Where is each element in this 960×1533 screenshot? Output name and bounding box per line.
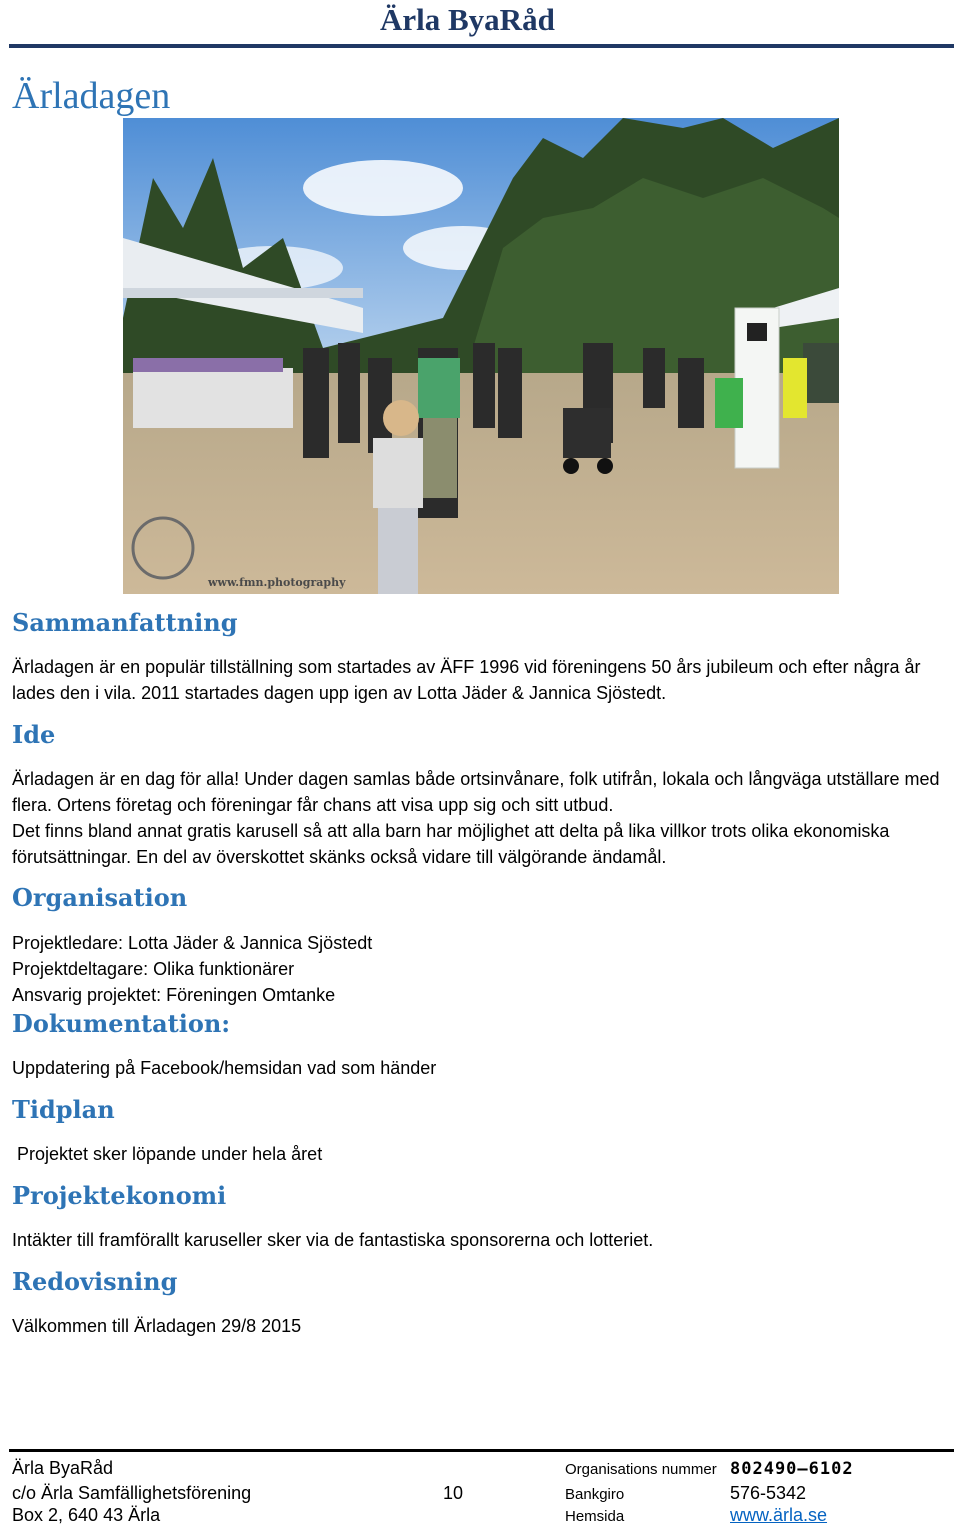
heading-projektekonomi: Projektekonomi (12, 1181, 227, 1210)
dokumentation-paragraph: Uppdatering på Facebook/hemsidan vad som händer (12, 1058, 437, 1078)
redovisning-paragraph: Välkommen till Ärladagen 29/8 2015 (12, 1316, 302, 1336)
projektekonomi-text (12, 1227, 942, 1253)
sammanfattning-paragraph: Ärladagen är en populär tillställning som startades av ÄFF 1996 vid föreningens 50 års jubileum och efter några år lades den i vila. 2011 startades dagen upp igen av Lotta Jäder & Jannica Sjöstedt. (12, 657, 921, 703)
footer-bankgiro-label: Bankgiro (565, 1486, 625, 1503)
organisation-line: Ansvarig projektet: Föreningen Omtanke (12, 985, 336, 1005)
projektekonomi-paragraph: Intäkter till framförallt karuseller sker via de fantastiska sponsorerna och lotteriet. (12, 1230, 654, 1250)
header-divider (9, 44, 954, 48)
organisation-text (12, 930, 942, 1008)
ide-line: Det finns bland annat gratis karusell så att alla barn har möjlighet att delta på lika villkor trots olika ekonomiska förutsättningar. En del av överskottet skänks också vidare till välgörande ändamål. (12, 821, 890, 867)
heading-redovisning: Redovisning (12, 1267, 178, 1296)
tidplan-text (17, 1141, 947, 1167)
heading-ide: Ide (12, 720, 56, 749)
footer-website-link[interactable]: www.ärla.se (730, 1505, 828, 1525)
ide-line: Ärladagen är en dag för alla! Under dagen samlas både ortsinvånare, folk utifrån, lokala och långväga utställare med flera. Ortens företag och föreningar får chans att visa upp sig och sitt utbud. (12, 769, 940, 815)
footer-org-number-label: Organisations nummer (565, 1461, 717, 1478)
organisation-line: Projektledare: Lotta Jäder & Jannica Sjöstedt (12, 933, 373, 953)
heading-dokumentation: Dokumentation: (12, 1009, 231, 1038)
sammanfattning-text (12, 654, 942, 706)
footer-address-line2: Box 2, 640 43 Ärla (12, 1505, 161, 1525)
footer-page-number: 10 (443, 1483, 464, 1503)
footer-org-number: 802490–6102 (730, 1459, 854, 1479)
footer-bankgiro: 576-5342 (730, 1483, 807, 1503)
redovisning-text (12, 1313, 942, 1339)
page-title: Ärladagen (12, 75, 171, 117)
footer-divider (9, 1449, 954, 1452)
photo-watermark: www.fmn.photography (208, 576, 346, 589)
footer-address-line1: c/o Ärla Samfällighetsförening (12, 1483, 252, 1503)
event-photo (123, 118, 839, 594)
tidplan-paragraph: Projektet sker löpande under hela året (17, 1144, 323, 1164)
heading-sammanfattning: Sammanfattning (12, 608, 238, 637)
ide-text (12, 766, 942, 870)
heading-organisation: Organisation (12, 883, 188, 912)
organisation-line: Projektdeltagare: Olika funktionärer (12, 959, 295, 979)
dokumentation-text (12, 1055, 942, 1081)
header-title: Ärla ByaRåd (380, 2, 555, 37)
heading-tidplan: Tidplan (12, 1095, 115, 1124)
footer-org-name: Ärla ByaRåd (12, 1458, 114, 1478)
footer-website-label: Hemsida (565, 1508, 625, 1525)
